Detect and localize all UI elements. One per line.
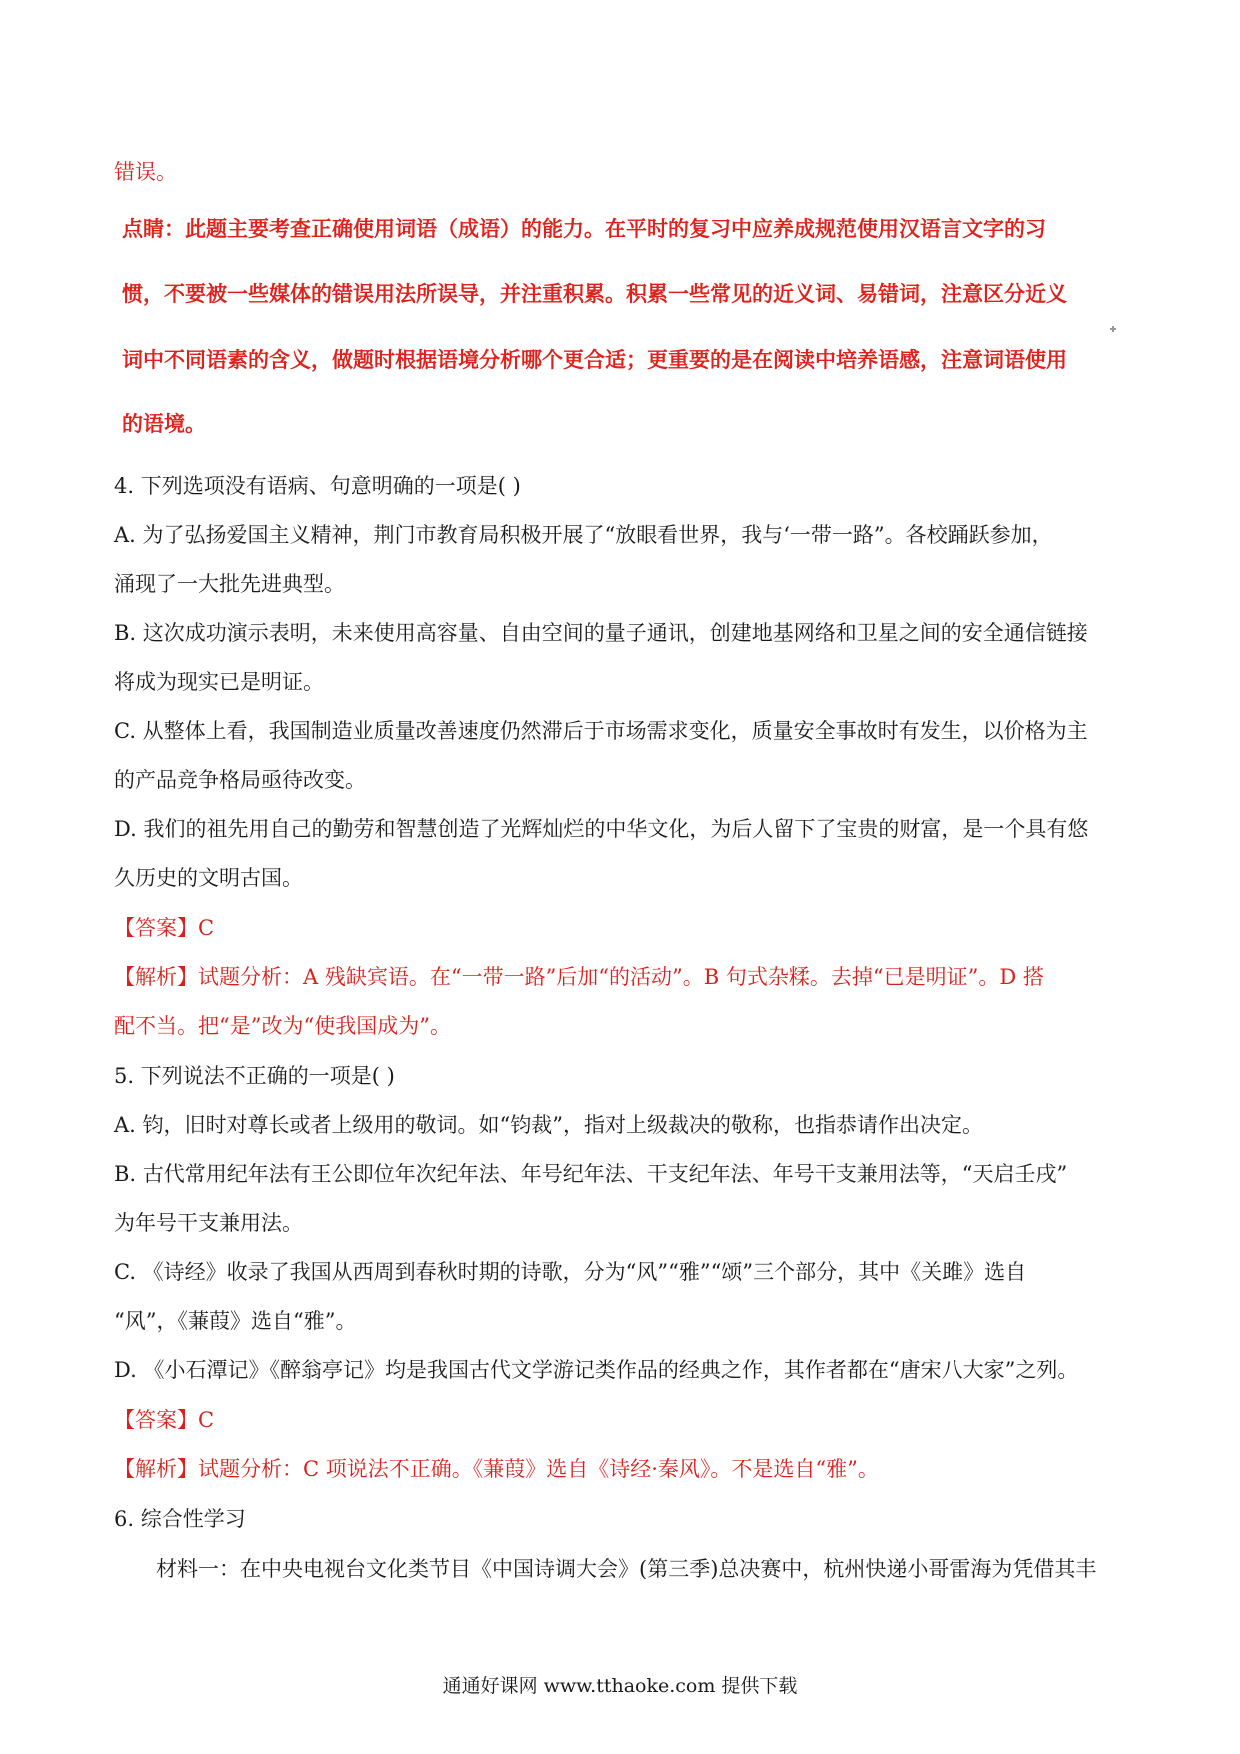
answer-value: C	[198, 1408, 215, 1432]
option-a: A. 钧，旧时对尊长或者上级用的敬词。如“钧裁”，指对上级裁决的敬称，也指恭请作出决定。	[114, 1113, 983, 1137]
analysis-label: 【解析】	[114, 1457, 198, 1481]
option-d: D. 《小石潭记》《醉翁亭记》均是我国古代文学游记类作品的经典之作，其作者都在“唐宋八大家”之列。	[114, 1358, 1079, 1382]
answer-label: 【答案】	[114, 1408, 198, 1432]
option-a-cont: 涌现了一大批先进典型。	[114, 572, 345, 596]
analysis-text: 试题分析：C 项说法不正确。《蒹葭》选自《诗经·秦风》。不是选自“雅”。	[198, 1457, 879, 1481]
option-b-cont: 将成为现实已是明证。	[114, 670, 324, 694]
answer-line	[114, 1406, 214, 1434]
option-c-cont: “风”，《蒹葭》选自“雅”。	[114, 1309, 357, 1333]
answer-value: C	[198, 916, 215, 940]
answer-line	[114, 914, 214, 942]
analysis-label: 【解析】	[114, 965, 198, 989]
option-b-cont: 为年号干支兼用法。	[114, 1211, 303, 1235]
material-text: 材料一：在中央电视台文化类节目《中国诗调大会》(第三季)总决赛中，杭州快递小哥雷海为凭借其丰	[156, 1557, 1097, 1581]
page-footer: 通通好课网 www.tthaoke.com 提供下载	[442, 1675, 798, 1697]
analysis-line	[114, 963, 1044, 991]
option-d: D. 我们的祖先用自己的勤劳和智慧创造了光辉灿烂的中华文化，为后人留下了宝贵的财富，是一个具有悠	[114, 817, 1089, 841]
option-c-cont: 的产品竞争格局亟待改变。	[114, 768, 366, 792]
option-d-cont: 久历史的文明古国。	[114, 866, 303, 890]
question-stem: 6. 综合性学习	[114, 1507, 246, 1531]
option-c: C. 从整体上看，我国制造业质量改善速度仍然滞后于市场需求变化，质量安全事故时有发生，以价格为主	[114, 719, 1088, 743]
cursor-cross-icon	[1110, 326, 1116, 332]
tip-line: 词中不同语素的含义，做题时根据语境分析哪个更合适；更重要的是在阅读中培养语感，注意词语使用	[122, 348, 1067, 372]
analysis-text: 试题分析：A 残缺宾语。在“一带一路”后加“的活动”。B 句式杂糅。去掉“已是明证”。D 搭	[198, 965, 1044, 989]
option-c: C. 《诗经》收录了我国从西周到春秋时期的诗歌，分为“风”“雅”“颂”三个部分，其中《关雎》选自	[114, 1260, 1027, 1284]
option-b: B. 古代常用纪年法有王公即位年次纪年法、年号纪年法、干支纪年法、年号干支兼用法等，“天启壬戌”	[114, 1162, 1068, 1186]
tip-line: 的语境。	[122, 412, 206, 436]
answer-label: 【答案】	[114, 916, 198, 940]
tip-line: 惯，不要被一些媒体的错误用法所误导，并注重积累。积累一些常见的近义词、易错词，注意区分近义	[122, 282, 1067, 306]
question-stem: 5. 下列说法不正确的一项是( )	[114, 1064, 395, 1088]
previous-answer-tail: 错误。	[114, 160, 177, 184]
tip-line: 点睛：此题主要考查正确使用词语（成语）的能力。在平时的复习中应养成规范使用汉语言文字的习	[122, 217, 1046, 241]
option-a: A. 为了弘扬爱国主义精神，荆门市教育局积极开展了“放眼看世界，我与‘一带一路”。各校踊跃参加，	[114, 523, 1053, 547]
analysis-line-cont: 配不当。把“是”改为“使我国成为”。	[114, 1014, 451, 1038]
question-stem: 4. 下列选项没有语病、句意明确的一项是( )	[114, 474, 521, 498]
analysis-line	[114, 1455, 879, 1483]
option-b: B. 这次成功演示表明，未来使用高容量、自由空间的量子通讯，创建地基网络和卫星之间的安全通信链接	[114, 621, 1088, 645]
